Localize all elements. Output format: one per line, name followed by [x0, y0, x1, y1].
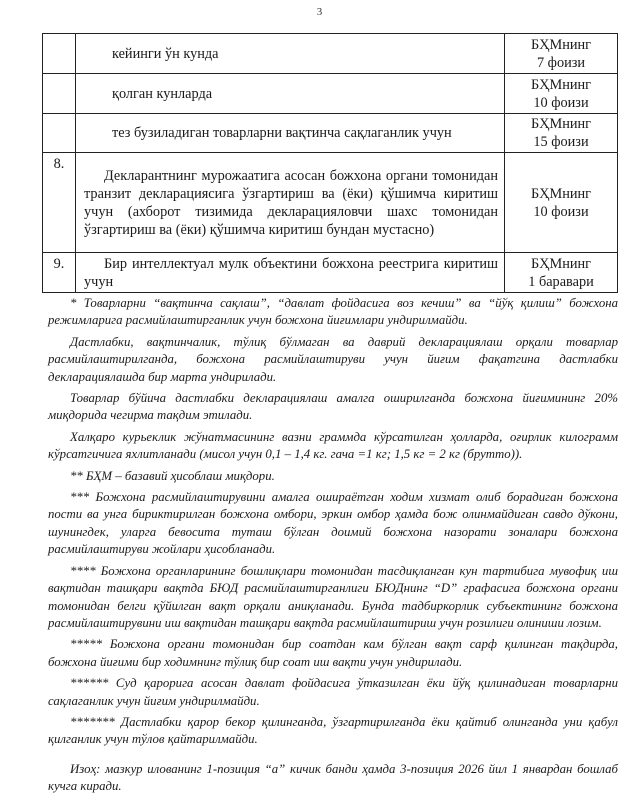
- table-row: [43, 74, 618, 114]
- rate-line: 15 фоизи: [533, 134, 589, 150]
- footnote: Товарлар бўйича дастлабки декларациялаш амалга оширилганда божхона йиғимининг 20% миқдорида чегирма тақдим этилади.: [48, 391, 618, 423]
- row-rate: [505, 74, 618, 114]
- footnotes: [48, 295, 618, 800]
- rate-line: БҲМнинг: [530, 116, 592, 132]
- footnote: ** БҲМ – базавий ҳисоблаш миқдори.: [70, 468, 275, 483]
- rate-line: БҲМнинг: [530, 185, 592, 202]
- footnote: * Товарларни “вақтинча сақлаш”, “давлат фойдасига воз кечиш” ва “йўқ қилиш” божхона режимларига расмийлаштирганлик учун божхона йиғимлари ундирилмайди.: [48, 296, 618, 328]
- row-rate: [505, 34, 618, 74]
- row-description: Бир интеллектуал мулк объектини божхона реестрига киритиш учун: [76, 253, 505, 293]
- table-row: [43, 34, 618, 74]
- footnote: Халқаро курьеклик жўнатмасининг вазни граммда кўрсатилган ҳолларда, оғирлик килограмм кўрсатгичига яхлитланади (мисол учун 0,1 – 1,4 кг. гача =1 кг; 1,5 кг = 2 кг (брутто)).: [48, 429, 618, 462]
- rate-line: БҲМнинг: [530, 36, 592, 53]
- row-rate: [505, 253, 618, 293]
- row-number: [43, 34, 76, 74]
- row-description: тез бузиладиган товарларни вақтинча сақлаганлик учун: [76, 114, 505, 153]
- row-description: Декларантнинг мурожаатига асосан божхона органи томонидан транзит декларациясига ўзгартириш ва (ёки) қўшимча киритиш учун (ахборот тизимида декларацияловчи шахс томонидан ўзгартириш ва (ёки) қўшимча киритиш бундан мустасно): [76, 153, 505, 253]
- table-row: [43, 114, 618, 153]
- note-izoh: Изоҳ: мазкур илованинг 1-позиция “а” кичик банди ҳамда 3-позиция 2026 йил 1 январдан бошлаб кучга киради.: [48, 761, 618, 794]
- page-number: 3: [316, 6, 323, 18]
- row-rate: [505, 114, 618, 153]
- fees-table: [42, 33, 618, 293]
- row-description: кейинги ўн кунда: [76, 34, 505, 74]
- footnote: ****** Суд қарорига асосан давлат фойдасига ўтказилган ёки йўқ қилинадиган товарларни сақлаганлик учун йиғим ундирилмайди.: [48, 676, 618, 708]
- footnote: Дастлабки, вақтинчалик, тўлиқ бўлмаган ва даврий декларациялаш орқали товарлар расмийлаштирилганда, божхона расмийлаштируви учун йиғим фақатгина дастлабки декларациялашда бир марта ундирилади.: [48, 334, 618, 384]
- rate-line: 10 фоизи: [533, 203, 589, 220]
- rate-line: 1 баравари: [528, 273, 594, 290]
- row-number: 8.: [43, 153, 76, 253]
- row-number: [43, 114, 76, 153]
- row-rate: [505, 153, 618, 253]
- row-description: қолган кунларда: [76, 74, 505, 114]
- footnote: ******* Дастлабки қарор бекор қилинганда, ўзгартирилганда ёки қайтиб олинганда уни қабул қилганлик учун тўлов қайтарилмайди.: [48, 714, 618, 747]
- row-number: 9.: [43, 253, 76, 293]
- rate-line: 10 фоизи: [533, 94, 589, 111]
- rate-line: 7 фоизи: [536, 54, 586, 71]
- table-row: [43, 153, 618, 253]
- table-row: [43, 253, 618, 293]
- footnote: **** Божхона органларининг бошлиқлари томонидан тасдиқланган кун тартибига мувофиқ иш вақтидан ташқари вақтда БЮД расмийлаштирганлиги БЮДнинг “D” графасига божхона органи томонидан белги қўйилган вақт орқали аниқланади. Бунда тадбиркорлик субъектининг божхона расмийлаштирувини иш вақтидан ташқари вақтда расмийлаштириш учун розилиги олиниши лозим.: [48, 563, 618, 630]
- row-number: [43, 74, 76, 114]
- footnote: ***** Божхона органи томонидан бир соатдан кам бўлган вақт сарф қилинган тақдирда, божхона йиғими бир ходимнинг тўлиқ бир соат иш вақти учун ундирилади.: [48, 637, 618, 669]
- rate-line: БҲМнинг: [530, 76, 592, 93]
- footnote: *** Божхона расмийлаштирувини амалга ошираётган ходим хизмат олиб борадиган божхона пости ва унга бириктирилган божхона омбори, эркин омбор ҳамда бож олинмайдиган савдо дўкони, шунингдек, уларга бевосита туташ бўлган доимий божхона назорати зоналари божхона расмийлаштируви жойлари ҳисобланади.: [48, 490, 618, 557]
- rate-line: БҲМнинг: [530, 255, 592, 272]
